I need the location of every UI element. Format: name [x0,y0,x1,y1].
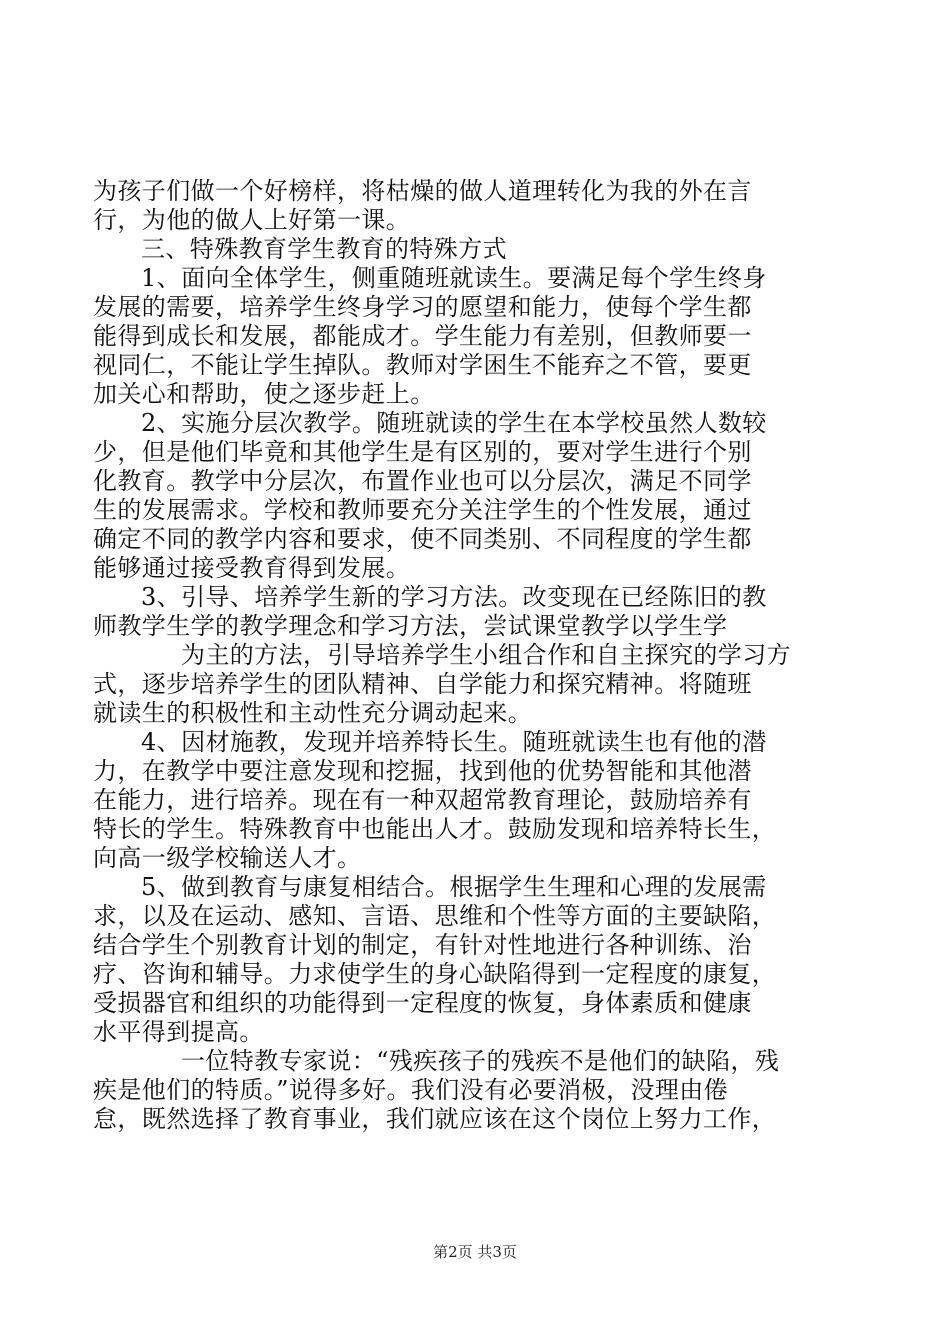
text-line: 为孩子们做一个好榜样，将枯燥的做人道理转化为我的外在言 [93,177,752,205]
text-line: 怠，既然选择了教育事业，我们就应该在这个岗位上努力工作， [93,1105,777,1133]
text-line: 向高一级学校输送人才。 [93,844,362,872]
text-line: 5、做到教育与康复相结合。根据学生生理和心理的发展需 [141,873,767,901]
text-line: 能得到成长和发展，都能成才。学生能力有差别，但教师要一 [93,322,752,350]
text-line: 求，以及在运动、感知、言语、思维和个性等方面的主要缺陷， [93,902,777,930]
text-line: 1、面向全体学生，侧重随班就读生。要满足每个学生终身 [141,264,767,292]
text-line: 结合学生个别教育计划的制定，有针对性地进行各种训练、治 [93,931,752,959]
page-number-footer: 第2页 共3页 [433,1243,517,1261]
text-line: 式，逐步培养学生的团队精神、自学能力和探究精神。将随班 [93,670,752,698]
text-line: 视同仁，不能让学生掉队。教师对学困生不能弃之不管，要更 [93,351,752,379]
text-line: 疾是他们的特质。”说得多好。我们没有必要消极，没理由倦 [93,1076,729,1104]
text-line: 生的发展需求。学校和教师要充分关注学生的个性发展，通过 [93,496,752,524]
text-line: 特长的学生。特殊教育中也能出人才。鼓励发现和培养特长生， [93,815,777,843]
text-line: 力，在教学中要注意发现和挖掘，找到他的优势智能和其他潜 [93,757,752,785]
text-line: 能够通过接受教育得到发展。 [93,554,411,582]
text-line: 师教学生学的教学理念和学习方法，尝试课堂教学以学生学 [93,612,728,640]
text-line: 就读生的积极性和主动性充分调动起来。 [93,699,533,727]
text-line: 2、实施分层次教学。随班就读的学生在本学校虽然人数较 [141,409,767,437]
text-line: 行，为他的做人上好第一课。 [93,206,411,234]
text-line: 4、因材施教，发现并培养特长生。随班就读生也有他的潜 [141,728,767,756]
text-line: 加关心和帮助，使之逐步赶上。 [93,380,435,408]
text-line: 发展的需要，培养学生终身学习的愿望和能力，使每个学生都 [93,293,752,321]
text-line: 为主的方法，引导培养学生小组合作和自主探究的学习方 [181,641,791,669]
text-line: 水平得到提高。 [93,1018,264,1046]
text-line: 受损器官和组织的功能得到一定程度的恢复，身体素质和健康 [93,989,752,1017]
text-line: 少，但是他们毕竟和其他学生是有区别的，要对学生进行个别 [93,438,752,466]
text-line: 化教育。教学中分层次，布置作业也可以分层次，满足不同学 [93,467,752,495]
text-line: 疗、咨询和辅导。力求使学生的身心缺陷得到一定程度的康复， [93,960,777,988]
text-line: 确定不同的教学内容和要求，使不同类别、不同程度的学生都 [93,525,752,553]
text-line: 在能力，进行培养。现在有一种双超常教育理论，鼓励培养有 [93,786,752,814]
text-line: 一位特教专家说：“残疾孩子的残疾不是他们的缺陷，残 [181,1047,780,1075]
section-heading: 三、特殊教育学生教育的特殊方式 [141,235,507,263]
text-line: 3、引导、培养学生新的学习方法。改变现在已经陈旧的教 [141,583,767,611]
